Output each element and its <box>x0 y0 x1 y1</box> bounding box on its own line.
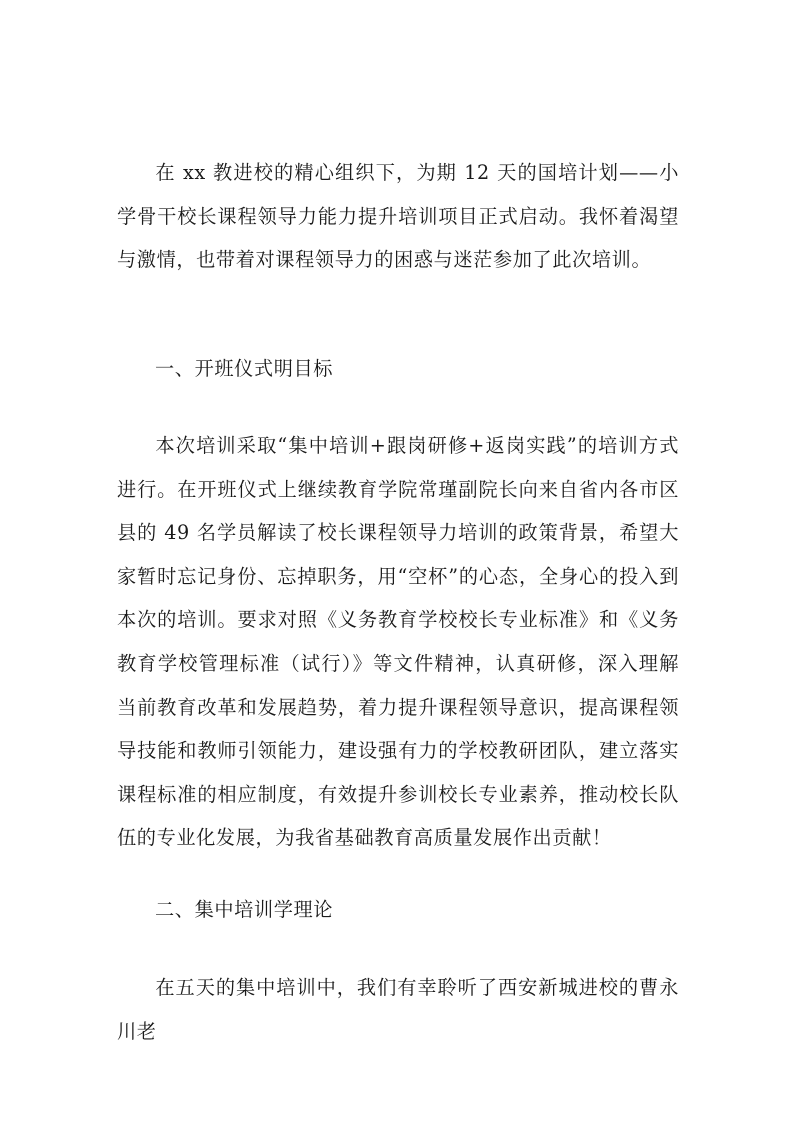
intro-paragraph: 在 xx 教进校的精心组织下，为期 12 天的国培计划——小学骨干校长课程领导力能力提升培训项目正式启动。我怀着渴望与激情，也带着对课程领导力的困惑与迷茫参加了此次培训。 <box>117 161 679 272</box>
opening-ceremony-paragraph: 本次培训采取“集中培训+跟岗研修+返岗实践”的培训方式进行。在开班仪式上继续教育学院常瑾副院长向来自省内各市区县的 49 名学员解读了校长课程领导力培训的政策背景，希望大家暂时忘记身份、忘掉职务，用“空杯”的心态，全身心的投入到本次的培训。要求对照《义务教育学校校长专业标准》和《义务教育学校管理标准（试行）》等文件精神，认真研修，深入理解当前教育改革和发展趋势，着力提升课程领导意识，提高课程领导技能和教师引领能力，建设强有力的学校教研团队，建立落实课程标准的相应制度，有效提升参训校长专业素养，推动校长队伍的专业化发展，为我省基础教育高质量发展作出贡献！ <box>117 434 679 850</box>
section-heading-centralized-training: 二、集中培训学理论 <box>155 898 334 921</box>
centralized-training-paragraph: 在五天的集中培训中，我们有幸聆听了西安新城进校的曹永川老 <box>117 976 679 1043</box>
section-heading-opening-ceremony: 一、开班仪式明目标 <box>155 357 334 380</box>
